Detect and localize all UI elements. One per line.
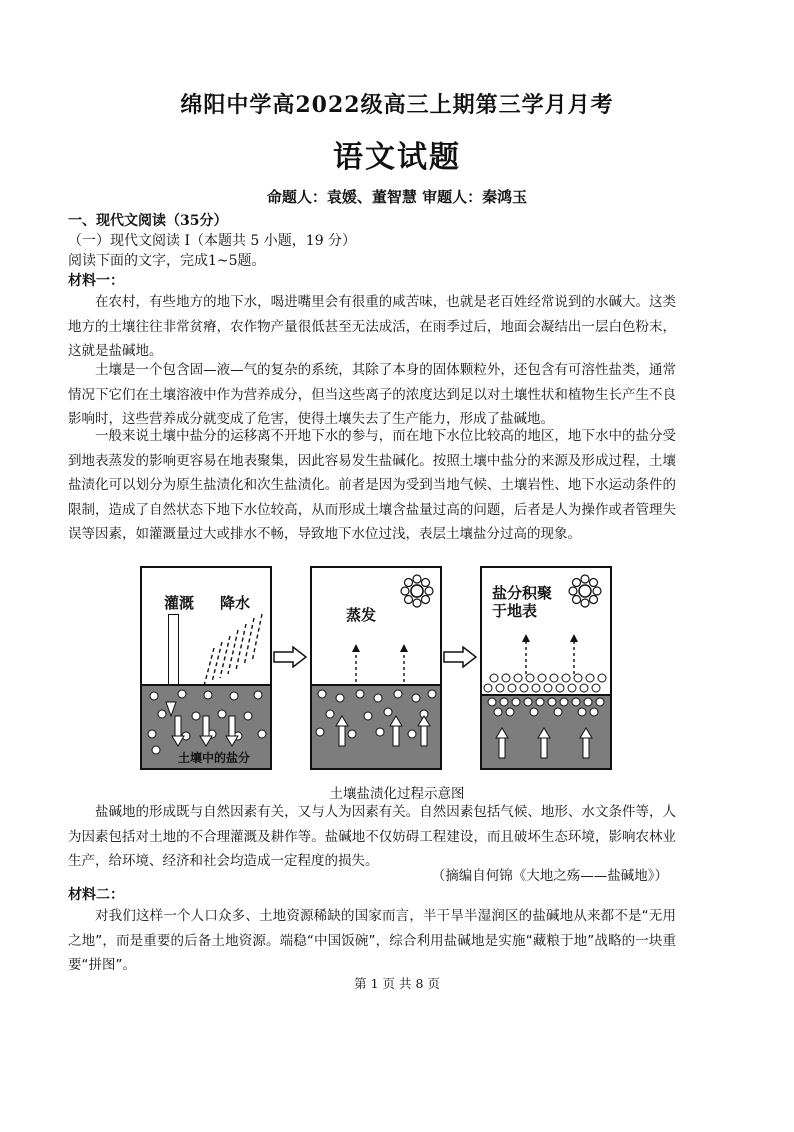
diagram-panel-accumulation <box>480 566 612 770</box>
material1-label: 材料一： <box>68 273 124 289</box>
evaporation-label: 蒸发 <box>346 606 377 624</box>
rain-label: 降水 <box>220 594 251 612</box>
subject-title: 语文试题 <box>333 140 461 175</box>
accumulation-label: 盐分积聚于地表 <box>492 584 553 620</box>
exam-title: 绵阳中学高2022级高三上期第三学月月考 <box>180 92 614 118</box>
diagram-panel-irrigation <box>140 566 272 770</box>
material1-paragraph-after-figure: 盐碱地的形成既与自然因素有关，又与人为因素有关。自然因素包括气候、地形、水文条件等，人为因素包括对土地的不合理灌溉及耕作等。盐碱地不仅妨碍工程建设，而且破坏生态环境，影响农林业生产，给环境、经济和社会均造成一定程度的损失。 <box>68 804 676 869</box>
material2-label: 材料二： <box>68 887 124 903</box>
diagram-panel-evaporation <box>310 566 442 770</box>
sun-icon <box>568 574 602 608</box>
sun-icon <box>400 574 434 608</box>
material2-paragraph: 对我们这样一个人口众多、土地资源稀缺的国家而言，半干旱半湿润区的盐碱地从来都不是“无用之地”，而是重要的后备土地资源。端稳“中国饭碗”，综合利用盐碱地是实施“藏粮于地”战略的一块重要“拼图”。 <box>68 908 676 973</box>
authors-line: 命题人：袁媛、董智慧 审题人：秦鸿玉 <box>266 188 528 206</box>
material1-paragraph-1: 在农村，有些地方的地下水，喝进嘴里会有很重的咸苦味，也就是老百姓经常说到的水碱大。这类地方的土壤往往非常贫瘠，农作物产量很低甚至无法成活，在雨季过后，地面会凝结出一层白色粉末，这就是盐碱地。 <box>68 294 676 359</box>
salinization-diagram <box>140 566 610 776</box>
soil-layer <box>312 684 440 768</box>
rain-lines <box>142 612 270 692</box>
section-heading: 一、现代文阅读（35分） <box>68 213 228 229</box>
soil-layer <box>142 684 270 768</box>
page-number: 第 1 页 共 8 页 <box>354 976 440 991</box>
soil-salt-label: 土壤中的盐分 <box>178 751 251 765</box>
material1-source: （摘编自何锦《大地之殇——盐碱地》） <box>431 868 668 884</box>
salt-particles <box>482 696 610 768</box>
section-subheading: （一）现代文阅读 I（本题共 5 小题，19 分） <box>68 233 357 249</box>
reading-instruction: 阅读下面的文字，完成1~5题。 <box>68 253 266 269</box>
figure-caption: 土壤盐渍化过程示意图 <box>329 786 465 802</box>
irrigation-label: 灌溉 <box>164 594 195 612</box>
process-arrow-2 <box>443 646 477 668</box>
material1-paragraph-2: 土壤是一个包含固—液—气的复杂的系统，其除了本身的固体颗粒外，还包含有可溶性盐类，通常情况下它们在土壤溶液中作为营养成分，但当这些离子的浓度达到足以对土壤性状和植物生长产生不良影响时，这些营养成分就变成了危害，使得土壤失去了生产能力，形成了盐碱地。 <box>68 362 676 427</box>
soil-layer <box>482 694 610 768</box>
material1-paragraph-3: 一般来说土壤中盐分的运移离不开地下水的参与，而在地下水位比较高的地区，地下水中的盐分受到地表蒸发的影响更容易在地表聚集，因此容易发生盐碱化。按照土壤中盐分的来源及形成过程，土壤盐渍化可以划分为原生盐渍化和次生盐渍化。前者是因为受到当地气候、土壤岩性、地下水运动条件的限制，造成了自然状态下地下水位较高，从而形成土壤含盐量过高的问题，后者是人为操作或者管理失误等因素，如灌溉量过大或排水不畅，导致地下水位过浅，表层土壤盐分过高的现象。 <box>68 428 676 542</box>
process-arrow-1 <box>273 646 307 668</box>
salt-particles <box>312 686 440 768</box>
